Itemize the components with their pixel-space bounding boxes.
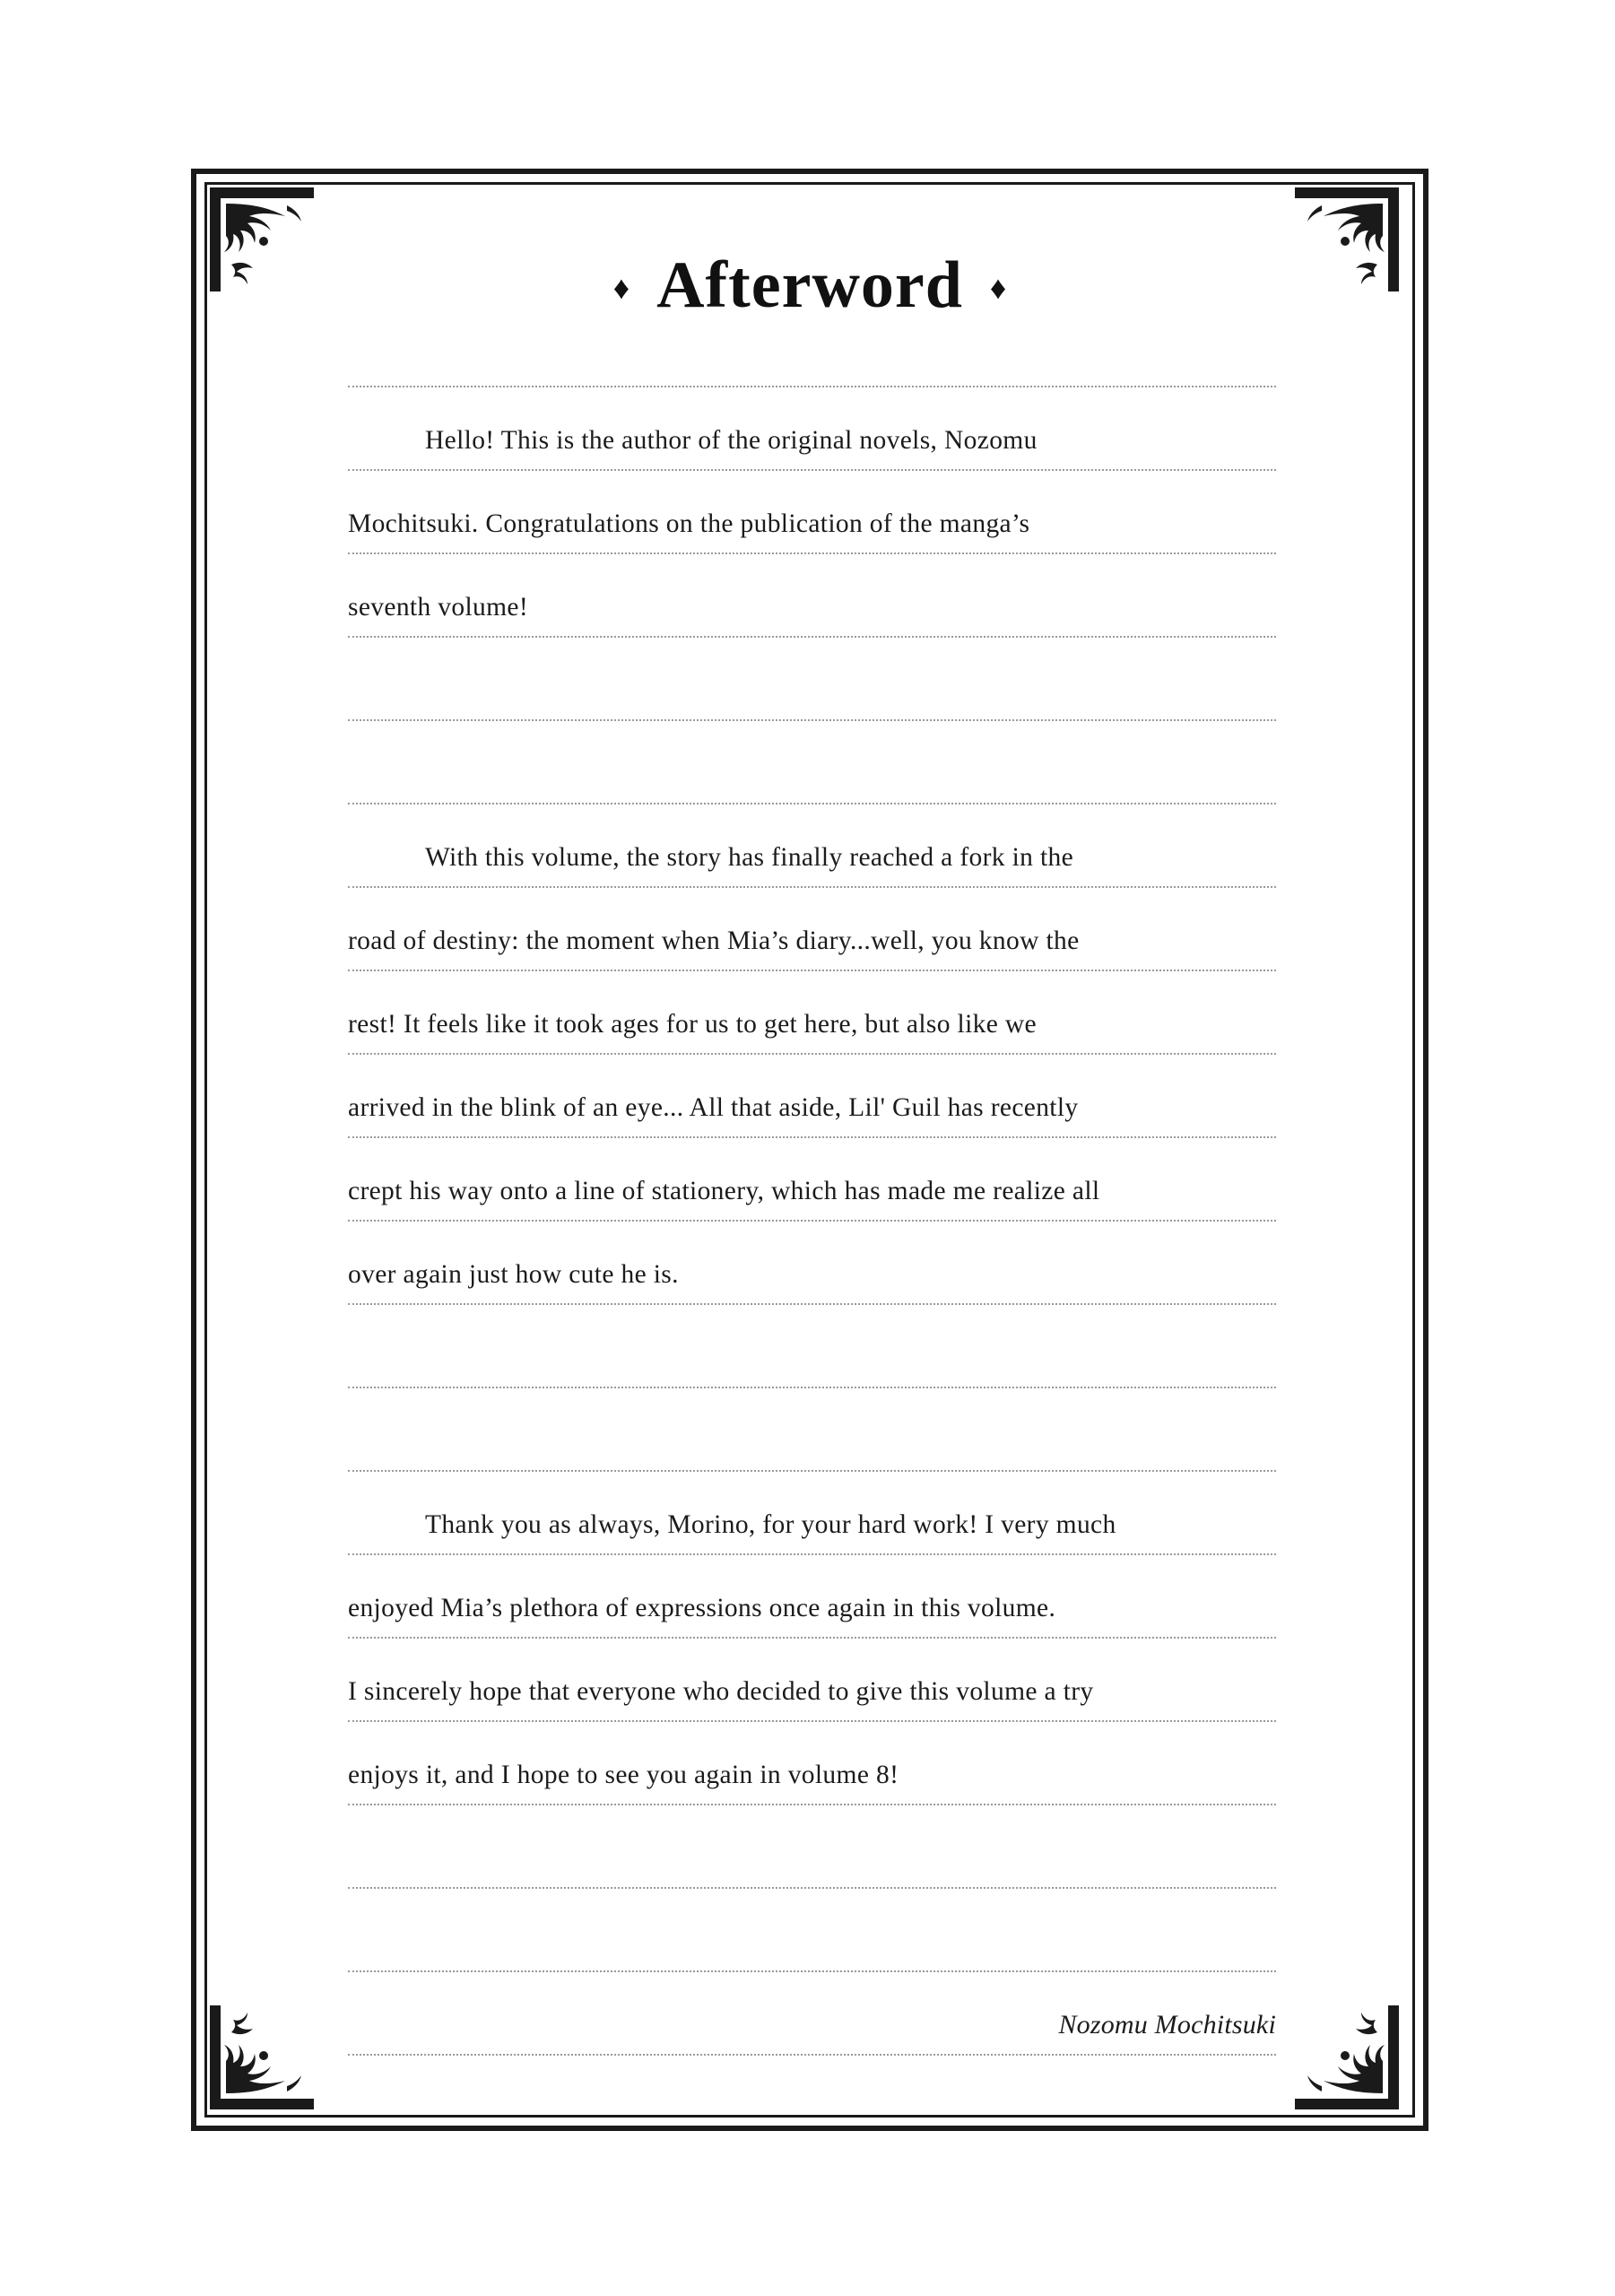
page-title	[204, 248, 1415, 324]
ruled-line	[348, 1055, 1276, 1138]
line-text: road of destiny: the moment when Mia’s diary...well, you know the	[348, 926, 1080, 955]
diamond-ornament-icon: ♦	[989, 269, 1007, 306]
line-text: seventh volume!	[348, 592, 529, 622]
line-text: enjoyed Mia’s plethora of expressions once again in this volume.	[348, 1593, 1056, 1622]
line-text: Mochitsuki. Congratulations on the publication of the manga’s	[348, 509, 1030, 538]
line-text: I sincerely hope that everyone who decided to give this volume a try	[348, 1676, 1094, 1706]
corner-ornament-icon	[1293, 2004, 1401, 2111]
signature-text: Nozomu Mochitsuki	[1058, 2010, 1276, 2039]
ruled-line	[348, 888, 1276, 971]
ruled-line	[348, 386, 1276, 471]
page-title-text: Afterword	[656, 248, 963, 322]
ruled-line	[348, 1305, 1276, 1388]
afterword-body	[348, 386, 1276, 2056]
ruled-line	[348, 638, 1276, 721]
ruled-line	[348, 1722, 1276, 1805]
ruled-line	[348, 971, 1276, 1055]
line-text: Hello! This is the author of the original novels, Nozomu	[425, 425, 1038, 455]
diamond-ornament-icon: ♦	[612, 269, 630, 306]
ruled-line	[348, 1972, 1276, 2056]
ruled-line	[348, 1388, 1276, 1472]
ruled-line	[348, 804, 1276, 888]
ruled-line	[348, 721, 1276, 804]
ruled-line	[348, 1138, 1276, 1222]
line-text: enjoys it, and I hope to see you again in volume 8!	[348, 1760, 899, 1789]
ruled-line	[348, 1639, 1276, 1722]
ruled-line	[348, 1805, 1276, 1889]
line-text: crept his way onto a line of stationery, which has made me realize all	[348, 1176, 1100, 1205]
line-text: arrived in the blink of an eye... All that aside, Lil' Guil has recently	[348, 1092, 1079, 1122]
ruled-line	[348, 1472, 1276, 1555]
line-text: rest! It feels like it took ages for us to get here, but also like we	[348, 1009, 1037, 1039]
ruled-line	[348, 1222, 1276, 1305]
ruled-line	[348, 471, 1276, 554]
ruled-line	[348, 1889, 1276, 1972]
line-text: Thank you as always, Morino, for your hard work! I very much	[425, 1509, 1116, 1539]
ruled-line	[348, 554, 1276, 638]
line-text: With this volume, the story has finally reached a fork in the	[425, 842, 1074, 872]
line-text: over again just how cute he is.	[348, 1259, 679, 1289]
corner-ornament-icon	[208, 2004, 316, 2111]
ruled-line	[348, 1555, 1276, 1639]
